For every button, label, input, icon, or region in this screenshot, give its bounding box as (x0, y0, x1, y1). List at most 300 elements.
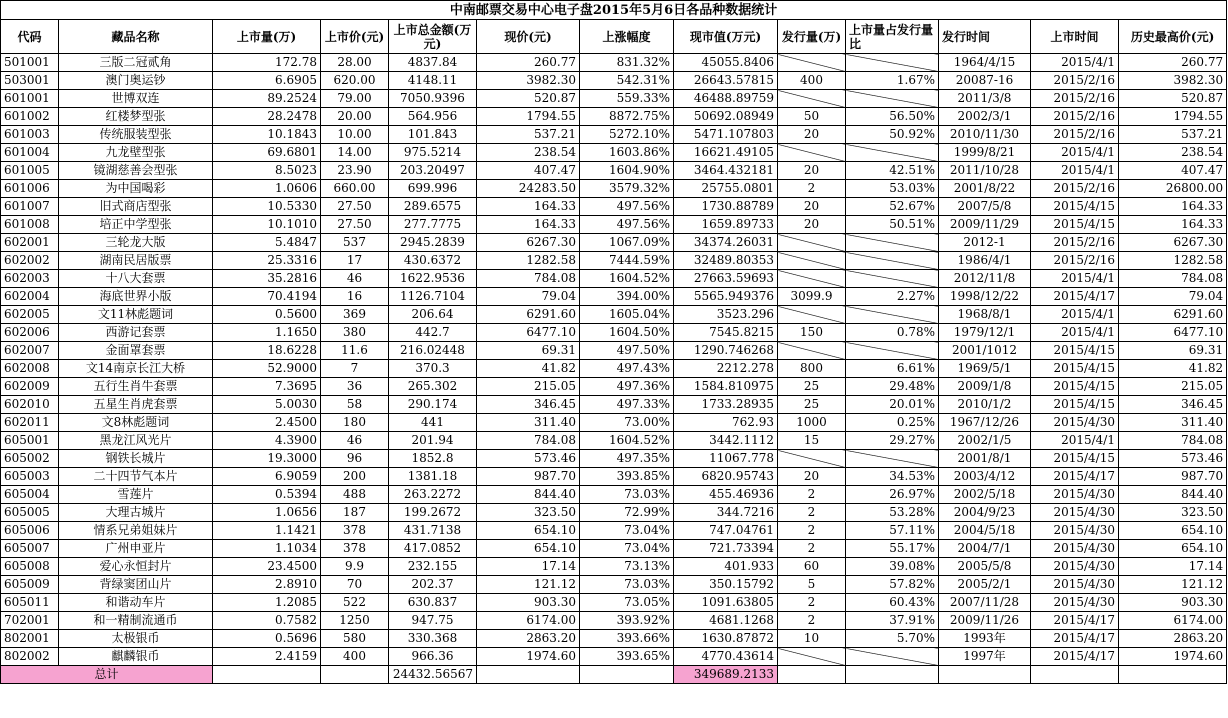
listed-qty-cell[interactable]: 6.6905 (213, 72, 321, 90)
code-cell[interactable]: 601006 (1, 180, 59, 198)
current-price-cell[interactable]: 1794.55 (477, 108, 580, 126)
header-issue-qty[interactable]: 发行量(万) (778, 20, 846, 54)
market-value-cell[interactable]: 1659.89733 (674, 216, 778, 234)
listing-date-cell[interactable]: 2015/4/15 (1031, 360, 1119, 378)
code-cell[interactable]: 602003 (1, 270, 59, 288)
issue-qty-cell[interactable]: 2 (778, 522, 846, 540)
listed-ratio-cell[interactable]: 53.03% (846, 180, 939, 198)
listed-qty-cell[interactable]: 69.6801 (213, 144, 321, 162)
listing-date-cell[interactable]: 2015/2/16 (1031, 108, 1119, 126)
issue-qty-cell[interactable]: 50 (778, 108, 846, 126)
code-cell[interactable]: 601001 (1, 90, 59, 108)
gain-cell[interactable]: 497.35% (580, 450, 674, 468)
issue-qty-cell[interactable]: 15 (778, 432, 846, 450)
code-cell[interactable]: 602011 (1, 414, 59, 432)
issue-date-cell[interactable]: 2012/11/8 (939, 270, 1031, 288)
current-price-cell[interactable]: 6174.00 (477, 612, 580, 630)
listed-ratio-cell[interactable] (846, 450, 939, 468)
listed-qty-cell[interactable]: 28.2478 (213, 108, 321, 126)
current-price-cell[interactable]: 79.04 (477, 288, 580, 306)
listed-amount-cell[interactable]: 442.7 (389, 324, 477, 342)
listed-amount-cell[interactable]: 564.956 (389, 108, 477, 126)
listing-date-cell[interactable]: 2015/4/15 (1031, 342, 1119, 360)
name-cell[interactable]: 爱心永恒封片 (59, 558, 213, 576)
listed-price-cell[interactable]: 27.50 (321, 198, 389, 216)
market-value-cell[interactable]: 11067.778 (674, 450, 778, 468)
gain-cell[interactable]: 8872.75% (580, 108, 674, 126)
current-price-cell[interactable]: 784.08 (477, 270, 580, 288)
listing-date-cell[interactable]: 2015/4/17 (1031, 612, 1119, 630)
current-price-cell[interactable]: 260.77 (477, 54, 580, 72)
gain-cell[interactable]: 497.50% (580, 342, 674, 360)
high-price-cell[interactable]: 346.45 (1119, 396, 1227, 414)
code-cell[interactable]: 605004 (1, 486, 59, 504)
listed-qty-cell[interactable]: 0.7582 (213, 612, 321, 630)
listed-ratio-cell[interactable]: 29.48% (846, 378, 939, 396)
gain-cell[interactable]: 559.33% (580, 90, 674, 108)
listed-price-cell[interactable]: 369 (321, 306, 389, 324)
gain-cell[interactable]: 394.00% (580, 288, 674, 306)
high-price-cell[interactable]: 41.82 (1119, 360, 1227, 378)
issue-qty-cell[interactable] (778, 306, 846, 324)
market-value-cell[interactable]: 4681.1268 (674, 612, 778, 630)
market-value-cell[interactable]: 2212.278 (674, 360, 778, 378)
issue-date-cell[interactable]: 2002/1/5 (939, 432, 1031, 450)
listed-qty-cell[interactable]: 10.1010 (213, 216, 321, 234)
issue-qty-cell[interactable] (778, 450, 846, 468)
listed-ratio-cell[interactable] (846, 342, 939, 360)
current-price-cell[interactable]: 987.70 (477, 468, 580, 486)
total-cell-empty[interactable] (939, 666, 1031, 684)
listed-ratio-cell[interactable]: 50.51% (846, 216, 939, 234)
listed-qty-cell[interactable]: 172.78 (213, 54, 321, 72)
listed-amount-cell[interactable]: 699.996 (389, 180, 477, 198)
code-cell[interactable]: 605003 (1, 468, 59, 486)
listed-ratio-cell[interactable]: 6.61% (846, 360, 939, 378)
listed-amount-cell[interactable]: 430.6372 (389, 252, 477, 270)
listed-amount-cell[interactable]: 966.36 (389, 648, 477, 666)
listed-price-cell[interactable]: 14.00 (321, 144, 389, 162)
high-price-cell[interactable]: 311.40 (1119, 414, 1227, 432)
issue-qty-cell[interactable] (778, 252, 846, 270)
issue-date-cell[interactable]: 2009/11/26 (939, 612, 1031, 630)
listed-amount-cell[interactable]: 232.155 (389, 558, 477, 576)
listing-date-cell[interactable]: 2015/2/16 (1031, 72, 1119, 90)
issue-qty-cell[interactable]: 2 (778, 486, 846, 504)
listed-ratio-cell[interactable]: 0.25% (846, 414, 939, 432)
listing-date-cell[interactable]: 2015/4/1 (1031, 144, 1119, 162)
listed-price-cell[interactable]: 27.50 (321, 216, 389, 234)
current-price-cell[interactable]: 407.47 (477, 162, 580, 180)
issue-qty-cell[interactable]: 60 (778, 558, 846, 576)
listed-price-cell[interactable]: 380 (321, 324, 389, 342)
listed-price-cell[interactable]: 96 (321, 450, 389, 468)
name-cell[interactable]: 金面罩套票 (59, 342, 213, 360)
code-cell[interactable]: 503001 (1, 72, 59, 90)
listing-date-cell[interactable]: 2015/4/17 (1031, 648, 1119, 666)
listed-amount-cell[interactable]: 206.64 (389, 306, 477, 324)
listed-qty-cell[interactable]: 1.1034 (213, 540, 321, 558)
high-price-cell[interactable]: 2863.20 (1119, 630, 1227, 648)
listed-qty-cell[interactable]: 2.8910 (213, 576, 321, 594)
listed-amount-cell[interactable]: 289.6575 (389, 198, 477, 216)
listing-date-cell[interactable]: 2015/4/15 (1031, 450, 1119, 468)
listed-amount-cell[interactable]: 290.174 (389, 396, 477, 414)
issue-qty-cell[interactable]: 2 (778, 612, 846, 630)
total-cell-empty[interactable] (477, 666, 580, 684)
issue-date-cell[interactable]: 1993年 (939, 630, 1031, 648)
market-value-cell[interactable]: 27663.59693 (674, 270, 778, 288)
name-cell[interactable]: 旧式商店型张 (59, 198, 213, 216)
listed-price-cell[interactable]: 620.00 (321, 72, 389, 90)
name-cell[interactable]: 大理古城片 (59, 504, 213, 522)
high-price-cell[interactable]: 6477.10 (1119, 324, 1227, 342)
listed-ratio-cell[interactable] (846, 90, 939, 108)
name-cell[interactable]: 钢铁长城片 (59, 450, 213, 468)
header-name[interactable]: 藏品名称 (59, 20, 213, 54)
high-price-cell[interactable]: 1794.55 (1119, 108, 1227, 126)
issue-date-cell[interactable]: 1999/8/21 (939, 144, 1031, 162)
gain-cell[interactable]: 1605.04% (580, 306, 674, 324)
listed-amount-cell[interactable]: 201.94 (389, 432, 477, 450)
issue-date-cell[interactable]: 2012-1 (939, 234, 1031, 252)
listed-qty-cell[interactable]: 19.3000 (213, 450, 321, 468)
header-market-value[interactable]: 现市值(万元) (674, 20, 778, 54)
high-price-cell[interactable]: 1282.58 (1119, 252, 1227, 270)
listed-qty-cell[interactable]: 5.4847 (213, 234, 321, 252)
name-cell[interactable]: 文14南京长江大桥 (59, 360, 213, 378)
current-price-cell[interactable]: 6267.30 (477, 234, 580, 252)
name-cell[interactable]: 西游记套票 (59, 324, 213, 342)
high-price-cell[interactable]: 79.04 (1119, 288, 1227, 306)
listed-qty-cell[interactable]: 0.5600 (213, 306, 321, 324)
total-cell-empty[interactable] (1031, 666, 1119, 684)
gain-cell[interactable]: 542.31% (580, 72, 674, 90)
issue-qty-cell[interactable] (778, 342, 846, 360)
gain-cell[interactable]: 393.92% (580, 612, 674, 630)
listed-amount-cell[interactable]: 417.0852 (389, 540, 477, 558)
listing-date-cell[interactable]: 2015/4/17 (1031, 630, 1119, 648)
listed-ratio-cell[interactable]: 56.50% (846, 108, 939, 126)
market-value-cell[interactable]: 7545.8215 (674, 324, 778, 342)
market-value-cell[interactable]: 747.04761 (674, 522, 778, 540)
listed-price-cell[interactable]: 9.9 (321, 558, 389, 576)
listing-date-cell[interactable]: 2015/2/16 (1031, 126, 1119, 144)
market-value-cell[interactable]: 350.15792 (674, 576, 778, 594)
name-cell[interactable]: 九龙壁型张 (59, 144, 213, 162)
market-value-cell[interactable]: 5565.949376 (674, 288, 778, 306)
name-cell[interactable]: 广州申亚片 (59, 540, 213, 558)
listed-ratio-cell[interactable]: 0.78% (846, 324, 939, 342)
listed-price-cell[interactable]: 36 (321, 378, 389, 396)
high-price-cell[interactable]: 844.40 (1119, 486, 1227, 504)
issue-qty-cell[interactable] (778, 144, 846, 162)
gain-cell[interactable]: 1604.50% (580, 324, 674, 342)
high-price-cell[interactable]: 784.08 (1119, 432, 1227, 450)
gain-cell[interactable]: 73.03% (580, 486, 674, 504)
code-cell[interactable]: 605005 (1, 504, 59, 522)
code-cell[interactable]: 602009 (1, 378, 59, 396)
listed-ratio-cell[interactable]: 42.51% (846, 162, 939, 180)
high-price-cell[interactable]: 260.77 (1119, 54, 1227, 72)
market-value-cell[interactable]: 401.933 (674, 558, 778, 576)
listing-date-cell[interactable]: 2015/4/17 (1031, 468, 1119, 486)
issue-qty-cell[interactable]: 400 (778, 72, 846, 90)
high-price-cell[interactable]: 3982.30 (1119, 72, 1227, 90)
listed-ratio-cell[interactable]: 57.82% (846, 576, 939, 594)
listed-ratio-cell[interactable]: 34.53% (846, 468, 939, 486)
gain-cell[interactable]: 393.85% (580, 468, 674, 486)
name-cell[interactable]: 黑龙江风光片 (59, 432, 213, 450)
listed-ratio-cell[interactable] (846, 648, 939, 666)
listing-date-cell[interactable]: 2015/4/1 (1031, 324, 1119, 342)
listed-qty-cell[interactable]: 10.1843 (213, 126, 321, 144)
listed-qty-cell[interactable]: 5.0030 (213, 396, 321, 414)
listed-ratio-cell[interactable]: 2.27% (846, 288, 939, 306)
name-cell[interactable]: 海底世界小版 (59, 288, 213, 306)
current-price-cell[interactable]: 520.87 (477, 90, 580, 108)
listing-date-cell[interactable]: 2015/4/30 (1031, 540, 1119, 558)
current-price-cell[interactable]: 784.08 (477, 432, 580, 450)
listed-amount-cell[interactable]: 216.02448 (389, 342, 477, 360)
high-price-cell[interactable]: 17.14 (1119, 558, 1227, 576)
name-cell[interactable]: 太极银币 (59, 630, 213, 648)
gain-cell[interactable]: 393.66% (580, 630, 674, 648)
issue-date-cell[interactable]: 2002/5/18 (939, 486, 1031, 504)
name-cell[interactable]: 红楼梦型张 (59, 108, 213, 126)
market-value-cell[interactable]: 455.46936 (674, 486, 778, 504)
listed-price-cell[interactable]: 16 (321, 288, 389, 306)
current-price-cell[interactable]: 41.82 (477, 360, 580, 378)
issue-date-cell[interactable]: 2009/1/8 (939, 378, 1031, 396)
listed-ratio-cell[interactable]: 20.01% (846, 396, 939, 414)
current-price-cell[interactable]: 537.21 (477, 126, 580, 144)
total-cell-empty[interactable] (846, 666, 939, 684)
name-cell[interactable]: 三轮龙大版 (59, 234, 213, 252)
issue-date-cell[interactable]: 1997年 (939, 648, 1031, 666)
current-price-cell[interactable]: 323.50 (477, 504, 580, 522)
listing-date-cell[interactable]: 2015/4/15 (1031, 396, 1119, 414)
total-cell-empty[interactable] (1119, 666, 1227, 684)
issue-date-cell[interactable]: 2001/8/22 (939, 180, 1031, 198)
gain-cell[interactable]: 1604.90% (580, 162, 674, 180)
listed-ratio-cell[interactable]: 60.43% (846, 594, 939, 612)
listing-date-cell[interactable]: 2015/4/30 (1031, 594, 1119, 612)
listed-price-cell[interactable]: 180 (321, 414, 389, 432)
listed-qty-cell[interactable]: 35.2816 (213, 270, 321, 288)
issue-date-cell[interactable]: 2009/11/29 (939, 216, 1031, 234)
total-cell-empty[interactable] (213, 666, 321, 684)
listing-date-cell[interactable]: 2015/2/16 (1031, 252, 1119, 270)
high-price-cell[interactable]: 323.50 (1119, 504, 1227, 522)
name-cell[interactable]: 澳门奥运钞 (59, 72, 213, 90)
listed-qty-cell[interactable]: 0.5394 (213, 486, 321, 504)
listed-amount-cell[interactable]: 265.302 (389, 378, 477, 396)
code-cell[interactable]: 605009 (1, 576, 59, 594)
gain-cell[interactable]: 73.05% (580, 594, 674, 612)
issue-date-cell[interactable]: 2010/1/2 (939, 396, 1031, 414)
current-price-cell[interactable]: 69.31 (477, 342, 580, 360)
listed-qty-cell[interactable]: 70.4194 (213, 288, 321, 306)
market-value-cell[interactable]: 6820.95743 (674, 468, 778, 486)
listed-ratio-cell[interactable]: 26.97% (846, 486, 939, 504)
listed-qty-cell[interactable]: 7.3695 (213, 378, 321, 396)
listed-qty-cell[interactable]: 0.5696 (213, 630, 321, 648)
high-price-cell[interactable]: 520.87 (1119, 90, 1227, 108)
listed-price-cell[interactable]: 522 (321, 594, 389, 612)
listed-ratio-cell[interactable]: 37.91% (846, 612, 939, 630)
current-price-cell[interactable]: 24283.50 (477, 180, 580, 198)
listed-amount-cell[interactable]: 330.368 (389, 630, 477, 648)
market-value-cell[interactable]: 32489.80353 (674, 252, 778, 270)
listed-amount-cell[interactable]: 199.2672 (389, 504, 477, 522)
name-cell[interactable]: 麒麟银币 (59, 648, 213, 666)
listed-qty-cell[interactable]: 8.5023 (213, 162, 321, 180)
listed-qty-cell[interactable]: 2.4159 (213, 648, 321, 666)
gain-cell[interactable]: 497.56% (580, 198, 674, 216)
listed-price-cell[interactable]: 10.00 (321, 126, 389, 144)
listing-date-cell[interactable]: 2015/4/30 (1031, 486, 1119, 504)
listed-qty-cell[interactable]: 1.1421 (213, 522, 321, 540)
issue-qty-cell[interactable]: 20 (778, 126, 846, 144)
issue-date-cell[interactable]: 1964/4/15 (939, 54, 1031, 72)
issue-qty-cell[interactable]: 2 (778, 504, 846, 522)
issue-qty-cell[interactable]: 2 (778, 180, 846, 198)
high-price-cell[interactable]: 654.10 (1119, 522, 1227, 540)
listed-amount-cell[interactable]: 1126.7104 (389, 288, 477, 306)
header-high-price[interactable]: 历史最高价(元) (1119, 20, 1227, 54)
listing-date-cell[interactable]: 2015/4/1 (1031, 432, 1119, 450)
market-value-cell[interactable]: 1290.746268 (674, 342, 778, 360)
high-price-cell[interactable]: 164.33 (1119, 216, 1227, 234)
issue-date-cell[interactable]: 1998/12/22 (939, 288, 1031, 306)
issue-qty-cell[interactable]: 10 (778, 630, 846, 648)
market-value-cell[interactable]: 46488.89759 (674, 90, 778, 108)
listed-amount-cell[interactable]: 1381.18 (389, 468, 477, 486)
market-value-cell[interactable]: 1584.810975 (674, 378, 778, 396)
name-cell[interactable]: 湖南民居版票 (59, 252, 213, 270)
gain-cell[interactable]: 1604.52% (580, 270, 674, 288)
listed-price-cell[interactable]: 11.6 (321, 342, 389, 360)
gain-cell[interactable]: 497.36% (580, 378, 674, 396)
header-code[interactable]: 代码 (1, 20, 59, 54)
high-price-cell[interactable]: 903.30 (1119, 594, 1227, 612)
listed-price-cell[interactable]: 537 (321, 234, 389, 252)
gain-cell[interactable]: 73.04% (580, 540, 674, 558)
listed-ratio-cell[interactable]: 29.27% (846, 432, 939, 450)
listed-qty-cell[interactable]: 2.4500 (213, 414, 321, 432)
code-cell[interactable]: 605011 (1, 594, 59, 612)
listed-price-cell[interactable]: 1250 (321, 612, 389, 630)
code-cell[interactable]: 605007 (1, 540, 59, 558)
issue-qty-cell[interactable] (778, 90, 846, 108)
market-value-cell[interactable]: 3523.296 (674, 306, 778, 324)
market-value-cell[interactable]: 344.7216 (674, 504, 778, 522)
header-listed-ratio[interactable]: 上市量占发行量比 (846, 20, 939, 54)
high-price-cell[interactable]: 537.21 (1119, 126, 1227, 144)
market-value-cell[interactable]: 3464.432181 (674, 162, 778, 180)
name-cell[interactable]: 情系兄弟姐妹片 (59, 522, 213, 540)
high-price-cell[interactable]: 987.70 (1119, 468, 1227, 486)
listed-amount-cell[interactable]: 263.2272 (389, 486, 477, 504)
current-price-cell[interactable]: 311.40 (477, 414, 580, 432)
listed-ratio-cell[interactable]: 5.70% (846, 630, 939, 648)
listed-price-cell[interactable]: 20.00 (321, 108, 389, 126)
name-cell[interactable]: 五星生肖虎套票 (59, 396, 213, 414)
listed-price-cell[interactable]: 488 (321, 486, 389, 504)
listed-price-cell[interactable]: 23.90 (321, 162, 389, 180)
issue-date-cell[interactable]: 2002/3/1 (939, 108, 1031, 126)
listed-amount-cell[interactable]: 431.7138 (389, 522, 477, 540)
high-price-cell[interactable]: 784.08 (1119, 270, 1227, 288)
listed-amount-cell[interactable]: 1622.9536 (389, 270, 477, 288)
code-cell[interactable]: 605006 (1, 522, 59, 540)
code-cell[interactable]: 601008 (1, 216, 59, 234)
gain-cell[interactable]: 3579.32% (580, 180, 674, 198)
issue-date-cell[interactable]: 2004/5/18 (939, 522, 1031, 540)
issue-qty-cell[interactable]: 800 (778, 360, 846, 378)
issue-qty-cell[interactable] (778, 270, 846, 288)
issue-qty-cell[interactable]: 150 (778, 324, 846, 342)
listed-price-cell[interactable]: 660.00 (321, 180, 389, 198)
listed-price-cell[interactable]: 580 (321, 630, 389, 648)
listed-price-cell[interactable]: 28.00 (321, 54, 389, 72)
issue-qty-cell[interactable] (778, 648, 846, 666)
listed-ratio-cell[interactable] (846, 270, 939, 288)
header-listing-date[interactable]: 上市时间 (1031, 20, 1119, 54)
header-listed-amount[interactable]: 上市总金额(万元) (389, 20, 477, 54)
listed-price-cell[interactable]: 200 (321, 468, 389, 486)
listed-amount-cell[interactable]: 203.20497 (389, 162, 477, 180)
listing-date-cell[interactable]: 2015/2/16 (1031, 90, 1119, 108)
listed-amount-cell[interactable]: 370.3 (389, 360, 477, 378)
market-value-cell[interactable]: 721.73394 (674, 540, 778, 558)
high-price-cell[interactable]: 6291.60 (1119, 306, 1227, 324)
name-cell[interactable]: 五行生肖牛套票 (59, 378, 213, 396)
name-cell[interactable]: 传统服装型张 (59, 126, 213, 144)
listed-amount-cell[interactable]: 441 (389, 414, 477, 432)
issue-date-cell[interactable]: 2001/8/1 (939, 450, 1031, 468)
header-listed-price[interactable]: 上市价(元) (321, 20, 389, 54)
listed-ratio-cell[interactable]: 50.92% (846, 126, 939, 144)
issue-qty-cell[interactable]: 25 (778, 396, 846, 414)
code-cell[interactable]: 601002 (1, 108, 59, 126)
current-price-cell[interactable]: 2863.20 (477, 630, 580, 648)
listed-amount-cell[interactable]: 2945.2839 (389, 234, 477, 252)
code-cell[interactable]: 602002 (1, 252, 59, 270)
code-cell[interactable]: 602005 (1, 306, 59, 324)
high-price-cell[interactable]: 238.54 (1119, 144, 1227, 162)
market-value-cell[interactable]: 1091.63805 (674, 594, 778, 612)
listed-ratio-cell[interactable] (846, 252, 939, 270)
name-cell[interactable]: 雪莲片 (59, 486, 213, 504)
listed-qty-cell[interactable]: 25.3316 (213, 252, 321, 270)
gain-cell[interactable]: 73.04% (580, 522, 674, 540)
gain-cell[interactable]: 7444.59% (580, 252, 674, 270)
header-current-price[interactable]: 现价(元) (477, 20, 580, 54)
issue-date-cell[interactable]: 1979/12/1 (939, 324, 1031, 342)
market-value-cell[interactable]: 26643.57815 (674, 72, 778, 90)
gain-cell[interactable]: 497.33% (580, 396, 674, 414)
high-price-cell[interactable]: 654.10 (1119, 540, 1227, 558)
current-price-cell[interactable]: 654.10 (477, 540, 580, 558)
issue-date-cell[interactable]: 1969/5/1 (939, 360, 1031, 378)
listing-date-cell[interactable]: 2015/4/1 (1031, 162, 1119, 180)
name-cell[interactable]: 文11林彪题词 (59, 306, 213, 324)
listed-ratio-cell[interactable] (846, 306, 939, 324)
listed-amount-cell[interactable]: 277.7775 (389, 216, 477, 234)
listed-amount-cell[interactable]: 975.5214 (389, 144, 477, 162)
